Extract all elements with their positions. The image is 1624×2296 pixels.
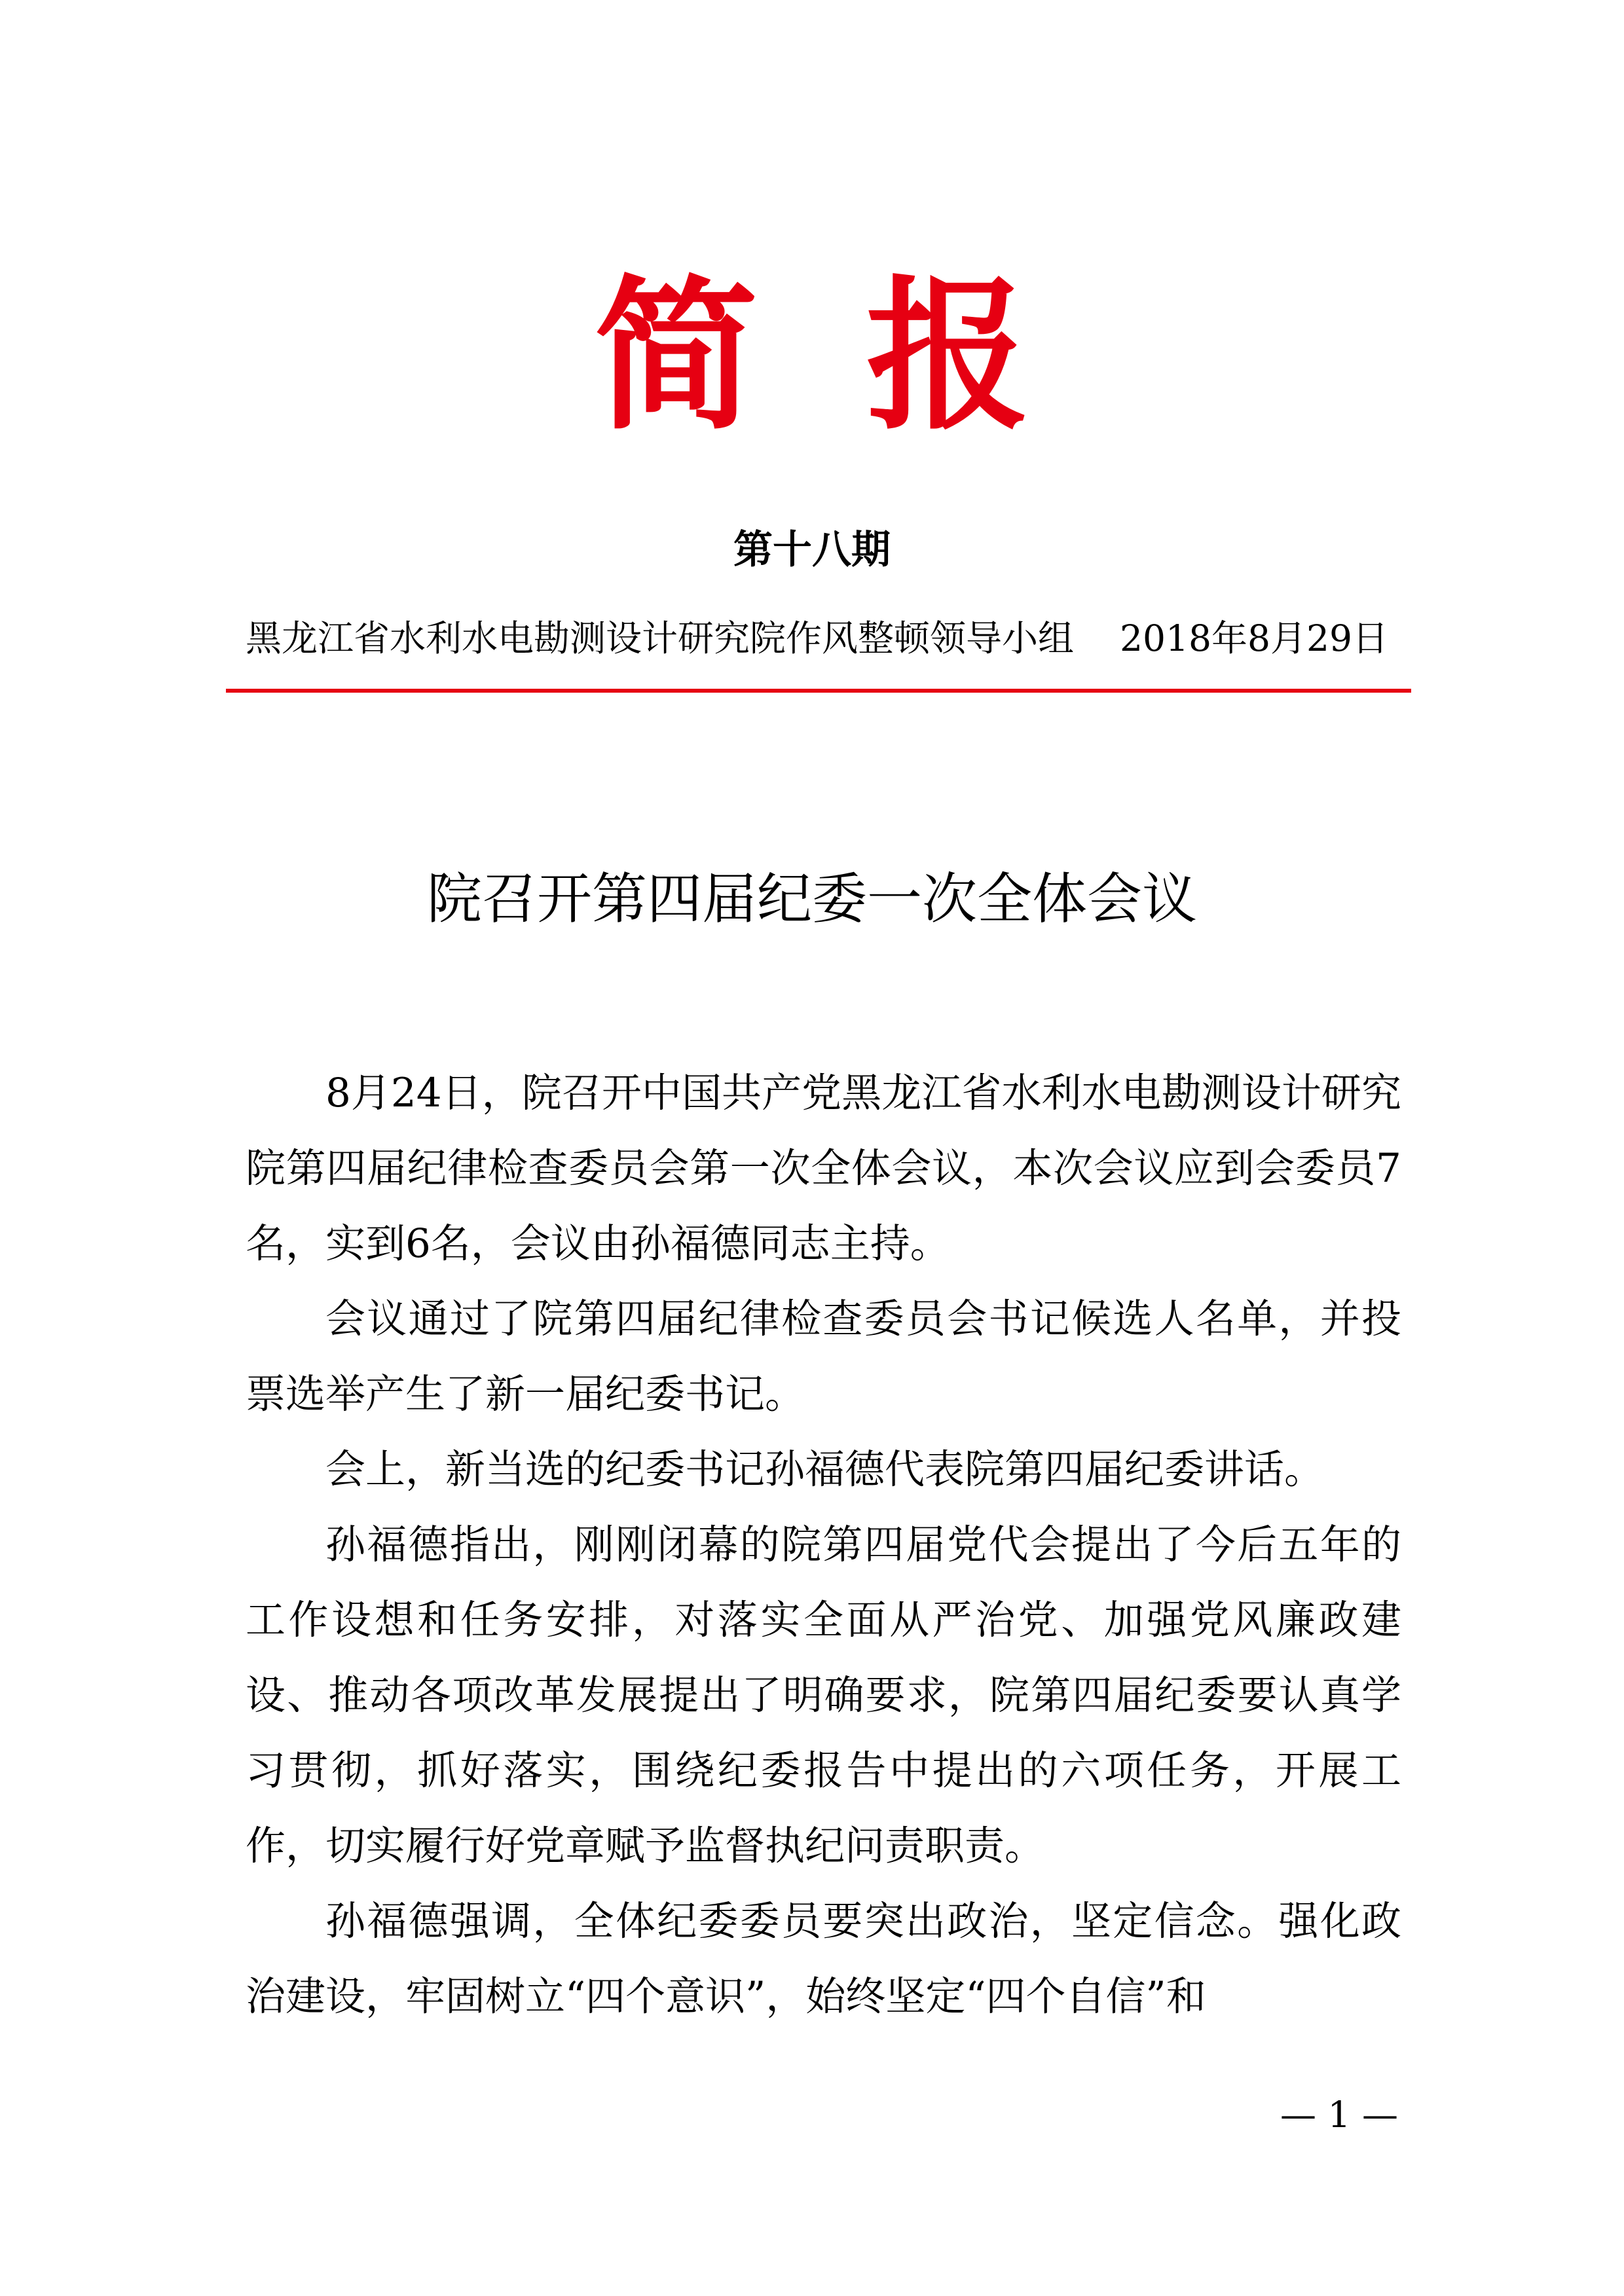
body-paragraph: 孙福德指出，刚刚闭幕的院第四届党代会提出了今后五年的工作设想和任务安排，对落实全面从严治党、加强党风廉政建设、推动各项改革发展提出了明确要求，院第四届纪委要认真学习贯彻，抓好落实，围绕纪委报告中提出的六项任务，开展工作，切实履行好党章赋予监督执纪问责职责。 [246, 1522, 1401, 1869]
body-paragraph: 会上，新当选的纪委书记孙福德代表院第四届纪委讲话。 [325, 1446, 1325, 1493]
page-number: — 1 — [1280, 2094, 1398, 2136]
body-paragraph: 会议通过了院第四届纪律检查委员会书记候选人名单，并投票选举产生了新一届纪委书记。 [246, 1296, 1401, 1417]
body-paragraph: 孙福德强调，全体纪委委员要突出政治，坚定信念。强化政治建设，牢固树立“四个意识”，始终坚定“四个自信”和 [246, 1898, 1401, 2020]
masthead-title: 简报 [594, 261, 1138, 452]
issuer-name: 黑龙江省水利水电勘测设计研究院作风整顿领导小组 [246, 617, 1075, 659]
issue-date: 2018年8月29日 [1120, 617, 1388, 659]
article-title: 院召开第四届纪委一次全体会议 [426, 867, 1197, 931]
issue-number: 第十八期 [733, 527, 891, 573]
issuer-line [246, 612, 1388, 665]
article-body [246, 1055, 1401, 2034]
body-paragraph: 8月24日，院召开中国共产党黑龙江省水利水电勘测设计研究院第四届纪律检查委员会第一次全体会议，本次会议应到会委员7名，实到6名，会议由孙福德同志主持。 [246, 1070, 1401, 1267]
red-divider-rule [226, 689, 1411, 693]
